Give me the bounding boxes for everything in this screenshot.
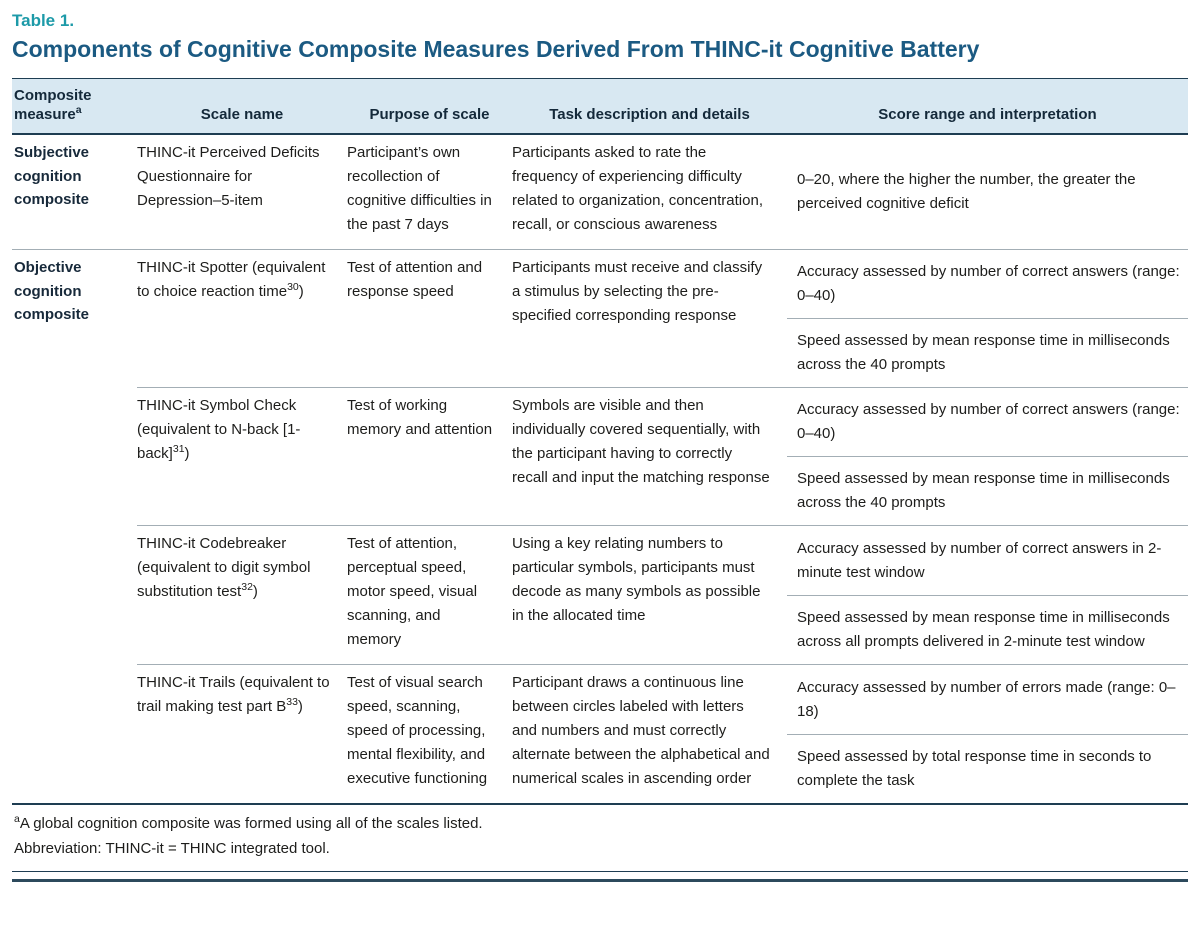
- group-cell-subjective: Subjective cognition composite: [12, 134, 137, 250]
- column-header-composite-measure: [12, 78, 137, 134]
- task-cell-symbol-check: Symbols are visible and then individually covered sequentially, with the participant having to correctly recall and input the matching response: [512, 388, 787, 526]
- task-cell-codebreaker: Using a key relating numbers to particular symbols, participants must decode as many symbols as possible in the allocated time: [512, 526, 787, 665]
- table-title: Components of Cognitive Composite Measures Derived From THINC-it Cognitive Battery: [12, 36, 980, 63]
- group-cell-objective: Objective cognition composite: [14, 259, 90, 323]
- table-row-trails-accuracy: [12, 665, 1188, 734]
- scale-name: THINC-it Trails (equivalent to trail making test part B: [137, 674, 330, 716]
- scale-name: THINC-it Spotter (equivalent to choice reaction time: [137, 259, 326, 301]
- scale-cell-spotter: [137, 250, 347, 388]
- score-speed-cell-codebreaker: Speed assessed by mean response time in milliseconds across all prompts delivered in 2-minute test window: [787, 595, 1188, 665]
- cognitive-battery-table: [12, 78, 1188, 806]
- reference-superscript: 32: [241, 581, 253, 594]
- scale-cell-symbol-check: [137, 388, 347, 526]
- scale-name: THINC-it Codebreaker (equivalent to digit symbol substitution test: [137, 535, 311, 601]
- column-header-score: Score range and interpretation: [787, 78, 1188, 134]
- scale-cell-pdq5: [137, 134, 347, 250]
- purpose-cell-codebreaker: Test of attention, perceptual speed, motor speed, visual scanning, and memory: [347, 526, 512, 665]
- score-speed-cell-symbol-check: Speed assessed by mean response time in milliseconds across the 40 prompts: [787, 457, 1188, 526]
- score-accuracy-cell-trails: Accuracy assessed by number of errors made (range: 0–18): [787, 665, 1188, 734]
- task-cell-pdq5: Participants asked to rate the frequency of experiencing difficulty related to organization, concentration, recall, or conscious awareness: [512, 134, 787, 250]
- score-accuracy-cell-spotter: Accuracy assessed by number of correct answers (range: 0–40): [787, 250, 1188, 319]
- scale-name-close: ): [252, 583, 258, 601]
- task-cell-spotter: Participants must receive and classify a stimulus by selecting the pre-specified corresponding response: [512, 250, 787, 388]
- purpose-cell-trails: Test of visual search speed, scanning, speed of processing, mental flexibility, and executive functioning: [347, 674, 488, 788]
- purpose-cell-pdq5: Participant’s own recollection of cognitive difficulties in the past 7 days: [347, 134, 512, 250]
- scale-name: THINC-it Perceived Deficits Questionnaire for Depression–5-item: [137, 144, 320, 210]
- footnote-abbreviation: Abbreviation: THINC-it = THINC integrated tool.: [14, 840, 330, 858]
- scale-name-close: ): [184, 445, 190, 463]
- score-accuracy-cell-symbol-check: Accuracy assessed by number of correct answers (range: 0–40): [787, 388, 1188, 457]
- footnote-a: [14, 812, 1186, 837]
- column-header-scale-name: Scale name: [137, 78, 347, 134]
- table-row-subjective: [12, 134, 1188, 250]
- reference-superscript: 33: [286, 696, 298, 709]
- header-footnote-marker-a: a: [75, 103, 82, 116]
- table-row-spotter-accuracy: [12, 250, 1188, 319]
- column-header-purpose: Purpose of scale: [347, 78, 512, 134]
- footnotes: [12, 805, 1188, 872]
- scale-name-close: ): [297, 698, 303, 716]
- column-header-text: Composite measure: [14, 86, 92, 123]
- scale-cell-trails: [137, 665, 347, 805]
- footnote-marker-a: a: [14, 813, 20, 826]
- bottom-rule: [12, 879, 1188, 882]
- score-speed-cell-trails: Speed assessed by total response time in seconds to complete the task: [797, 748, 1152, 790]
- score-cell-pdq5: 0–20, where the higher the number, the greater the perceived cognitive deficit: [787, 134, 1188, 250]
- column-header-task: Task description and details: [512, 78, 787, 134]
- header-row: [12, 78, 1188, 134]
- scale-name: THINC-it Symbol Check (equivalent to N-back [1-back]: [137, 397, 301, 463]
- score-accuracy-cell-codebreaker: Accuracy assessed by number of correct answers in 2-minute test window: [787, 526, 1188, 596]
- scale-cell-codebreaker: [137, 526, 347, 665]
- table-row-codebreaker-accuracy: [12, 526, 1188, 596]
- task-cell-trails: Participant draws a continuous line between circles labeled with letters and numbers and must correctly alternate between the alphabetical and numerical scales in ascending order: [512, 674, 770, 788]
- score-speed-cell-spotter: Speed assessed by mean response time in milliseconds across the 40 prompts: [787, 319, 1188, 388]
- footnote-a-text: A global cognition composite was formed using all of the scales listed.: [19, 815, 483, 833]
- scale-name-close: ): [298, 283, 304, 301]
- reference-superscript: 30: [287, 281, 299, 294]
- reference-superscript: 31: [172, 443, 185, 456]
- table-label: Table 1.: [12, 11, 75, 30]
- table-row-symbol-check-accuracy: [12, 388, 1188, 457]
- purpose-cell-spotter: Test of attention and response speed: [347, 250, 512, 388]
- purpose-cell-symbol-check: Test of working memory and attention: [347, 388, 512, 526]
